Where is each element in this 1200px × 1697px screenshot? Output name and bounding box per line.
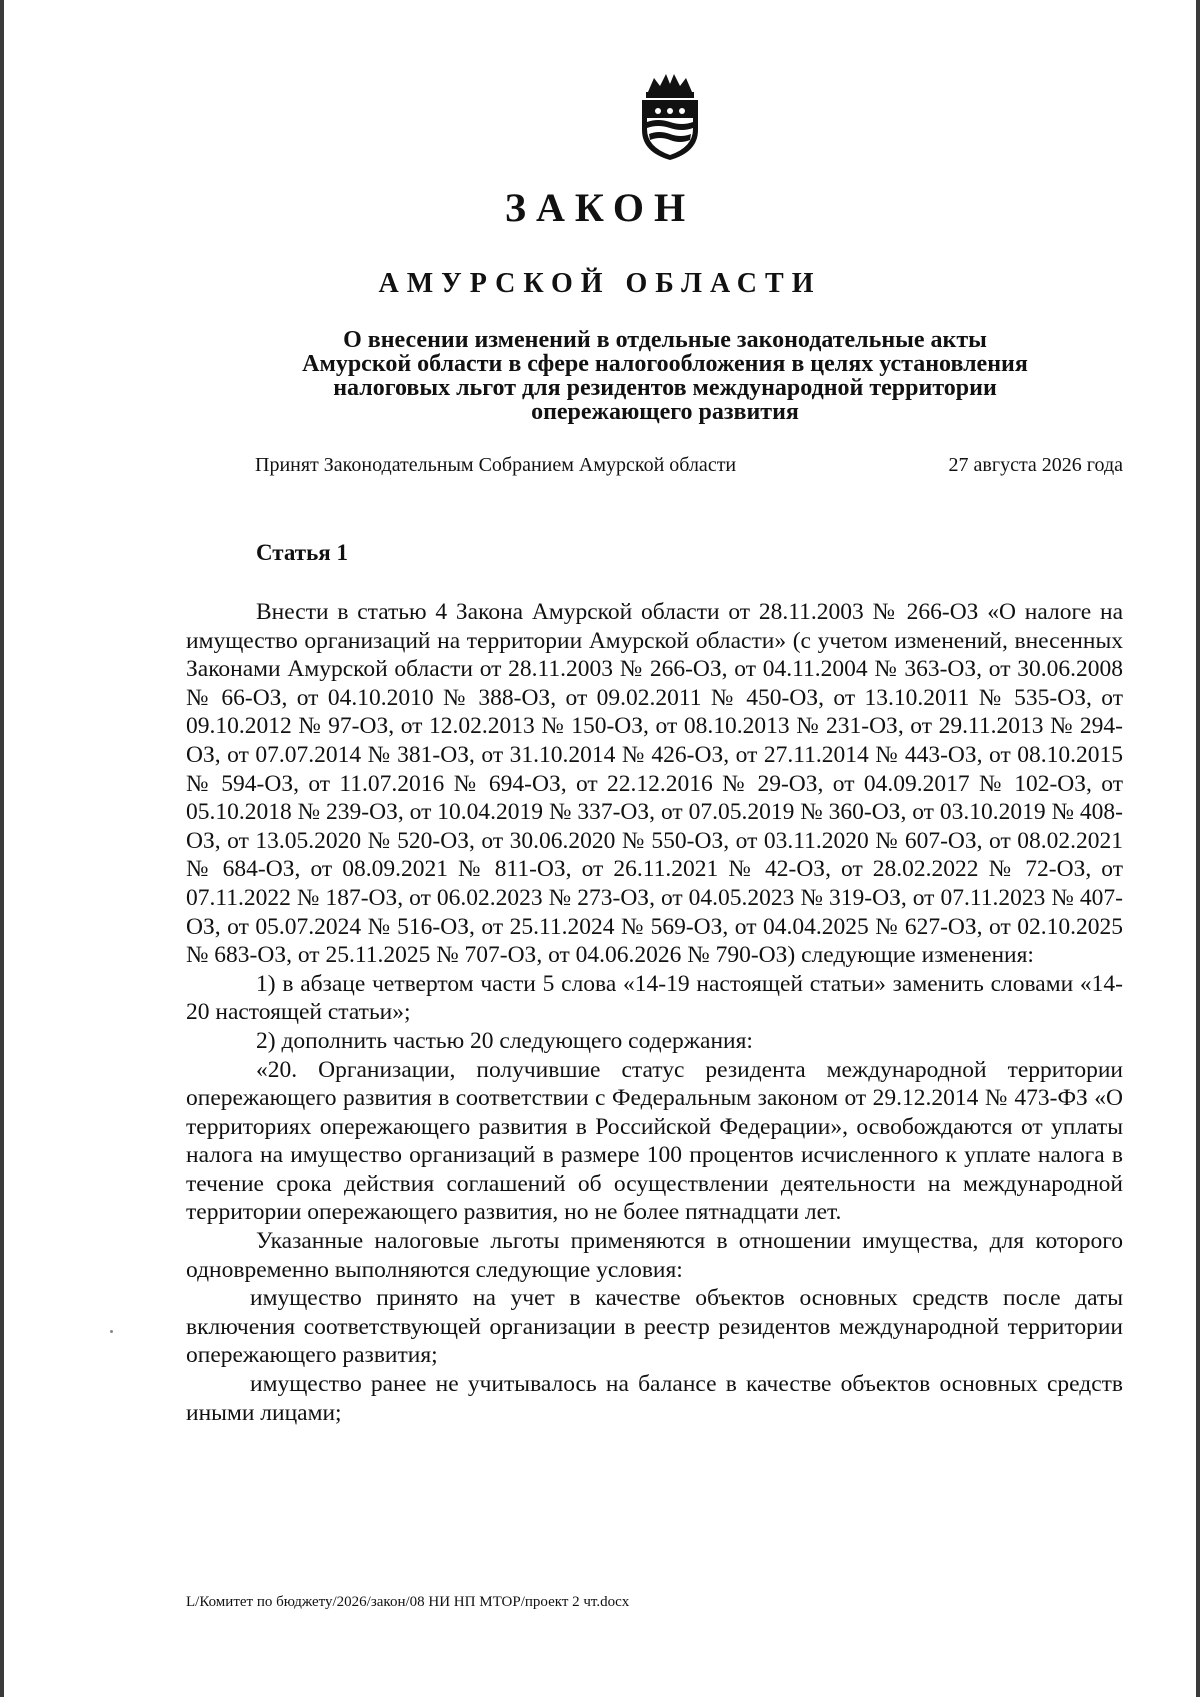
coat-of-arms-icon xyxy=(634,72,706,162)
scan-right-border xyxy=(1196,0,1200,1697)
amendment-item: 1) в абзаце четвертом части 5 слова «14-19 настоящей статьи» заменить словами «14-20 настоящей статьи»; xyxy=(186,970,1123,1026)
footer-file-path: L/Комитет по бюджету/2026/закон/08 НИ НП МТОР/проект 2 чт.docx xyxy=(186,1594,630,1610)
part-20-paragraph: «20. Организации, получившие статус резидента международной территории опережающего развития в соответствии с Федеральным законом от 29.12.2014 № 473-ФЗ «О территориях опережающего развития в Российской Федерации», освобождаются от уплаты налога на имущество организаций в размере 100 процентов исчисленного к уплате налога в течение срока действия соглашений об осуществлении деятельности на международной территории опережающего развития, но не более пятнадцати лет. xyxy=(186,1056,1123,1226)
document-title: ЗАКОН xyxy=(504,185,696,230)
amendment-item: 2) дополнить частью 20 следующего содержания: xyxy=(256,1027,753,1054)
conditions-intro: Указанные налоговые льготы применяются в отношении имущества, для которого одновременно выполняются следующие условия: xyxy=(186,1228,1123,1283)
intro-paragraph: Внести в статью 4 Закона Амурской области от 28.11.2003 № 266-ОЗ «О налоге на имущество организаций на территории Амурской области» (с учетом изменений, внесенных Законами Амурской области от 28.11.2003 № 266-ОЗ, от 04.11.2004 № 363-ОЗ, от 30.06.2008 № 66-ОЗ, от 04.10.2010 № 388-ОЗ, от 09.02.2011 № 450-ОЗ, от 13.10.2011 № 535-ОЗ, от 09.10.2012 № 97-ОЗ, от 12.02.2013 № 150-ОЗ, от 08.10.2013 № 231-ОЗ, от 29.11.2013 № 294-ОЗ, от 07.07.2014 № 381-ОЗ, от 31.10.2014 № 426-ОЗ, от 27.11.2014 № 443-ОЗ, от 08.10.2015 № 594-ОЗ, от 11.07.2016 № 694-ОЗ, от 22.12.2016 № 29-ОЗ, от 04.09.2017 № 102-ОЗ, от 05.10.2018 № 239-ОЗ, от 10.04.2019 № 337-ОЗ, от 07.05.2019 № 360-ОЗ, от 03.10.2019 № 408-ОЗ, от 13.05.2020 № 520-ОЗ, от 30.06.2020 № 550-ОЗ, от 03.11.2020 № 607-ОЗ, от 08.02.2021 № 684-ОЗ, от 08.09.2021 № 811-ОЗ, от 26.11.2021 № 42-ОЗ, от 28.02.2022 № 72-ОЗ, от 07.11.2022 № 187-ОЗ, от 06.02.2023 № 273-ОЗ, от 04.05.2023 № 319-ОЗ, от 07.11.2023 № 407-ОЗ, от 05.07.2024 № 516-ОЗ, от 25.11.2024 № 569-ОЗ, от 04.04.2025 № 627-ОЗ, от 02.10.2025 № 683-ОЗ, от 25.11.2025 № 707-ОЗ, от 04.06.2026 № 790-ОЗ) следующие изменения: xyxy=(186,599,1123,969)
adoption-line xyxy=(255,454,1123,477)
adopted-by: Принят Законодательным Собранием Амурской области xyxy=(255,454,737,476)
scan-speck xyxy=(110,1330,113,1333)
amendments-list xyxy=(186,970,1123,1056)
article-title: Статья 1 xyxy=(256,540,348,565)
scan-left-border xyxy=(0,0,4,1697)
law-heading: О внесении изменений в отдельные законодательные акты Амурской области в сфере налогообложения в целях установления налоговых льгот для резидентов международной территории опережающего развития xyxy=(302,327,1028,425)
document-subtitle: АМУРСКОЙ ОБЛАСТИ xyxy=(378,268,822,299)
adopted-date: 27 августа 2026 года xyxy=(948,454,1123,476)
condition-item: имущество принято на учет в качестве объектов основных средств после даты включения соответствующей организации в реестр резидентов международной территории опережающего развития; xyxy=(186,1285,1123,1369)
article-body xyxy=(186,598,1123,1427)
condition-item: имущество ранее не учитывалось на балансе в качестве объектов основных средств иными лицами; xyxy=(186,1371,1123,1426)
